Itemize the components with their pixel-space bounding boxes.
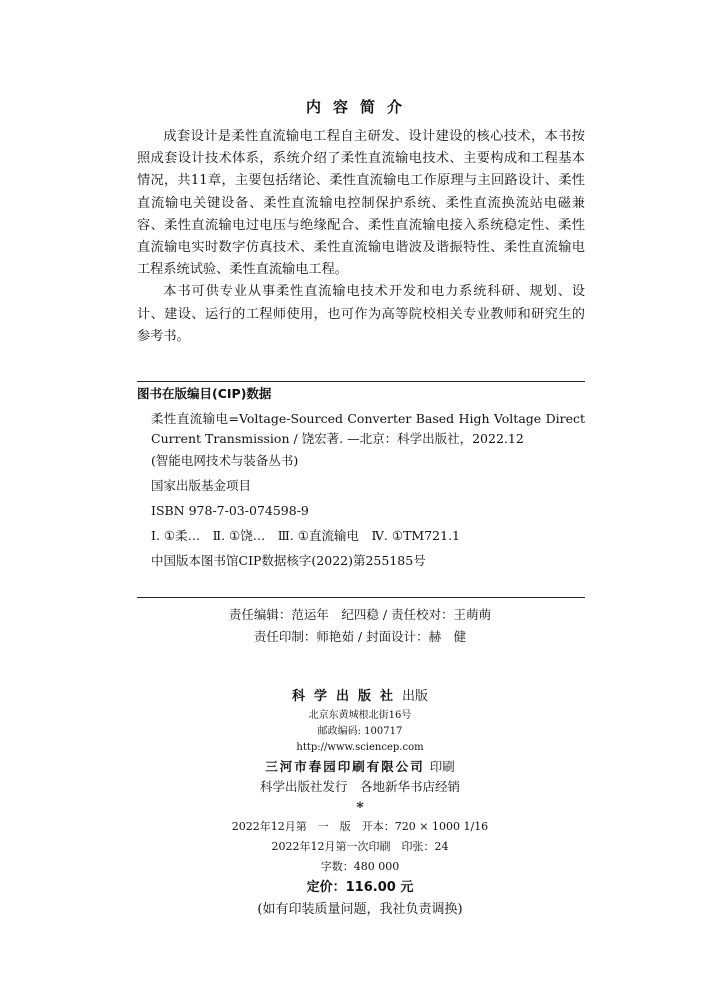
publisher-website: http://www.sciencep.com [296,742,424,753]
cip-title-line: 柔性直流输电=Voltage-Sourced Converter Based High Voltage Direct Current Transmission / 饶宏著. —北京：科学出版社，2022.12 [151,411,585,446]
cip-bottom-rule [137,597,585,598]
publisher-block [0,684,720,921]
cip-top-rule [137,381,585,382]
cip-block [137,386,585,569]
editor-credits: 责任编辑：范运年 纪四稳 / 责任校对：王萌萌 [228,607,492,622]
cip-fund: 国家出版基金项目 [151,478,252,493]
word-count: 字数：480 000 [320,860,400,873]
cip-series: (智能电网技术与装备丛书) [151,453,299,468]
cip-isbn: ISBN 978-7-03-074598-9 [151,503,309,518]
publisher-name: 科学出版社 [291,689,402,704]
publisher-postcode: 邮政编码: 100717 [317,726,403,737]
summary-title: 内容简介 [305,98,414,116]
summary-body [137,126,585,348]
cip-classification: Ⅰ. ①柔… Ⅱ. ①饶… Ⅲ. ①直流输电 Ⅳ. ①TM721.1 [151,528,461,543]
credits-block [0,604,720,648]
summary-paragraph-2: 本书可供专业从事柔性直流输电技术开发和电力系统科研、规划、设计、建设、运行的工程师使用，也可作为高等院校相关专业教师和研究生的参考书。 [137,284,585,344]
publisher-address: 北京东黄城根北街16号 [308,710,412,721]
distribution-line: 科学出版社发行 各地新华书店经销 [259,779,460,794]
printer-name: 三河市春园印刷有限公司 [265,759,425,774]
quality-notice: (如有印装质量问题，我社负责调换) [257,902,463,917]
summary-paragraph-1: 成套设计是柔性直流输电工程自主研发、设计建设的核心技术，本书按照成套设计技术体系，系统介绍了柔性直流输电技术、主要构成和工程基本情况，共11章，主要包括绪论、柔性直流输电工作原理与主回路设计、柔性直流输电关键设备、柔性直流输电控制保护系统、柔性直流换流站电磁兼容、柔性直流输电过电压与绝缘配合、柔性直流输电接入系统稳定性、柔性直流输电实时数字仿真技术、柔性直流输电谐波及谐振特性、柔性直流输电工程系统试验、柔性直流输电工程。 [137,129,585,278]
publisher-suffix: 出版 [402,689,429,704]
cip-record: 中国版本图书馆CIP数据核字(2022)第255185号 [151,553,426,568]
price: 定价：116.00 元 [306,880,414,895]
printer-suffix: 印刷 [429,759,455,774]
edition-line-1: 2022年12月第 一 版 开本：720 × 1000 1/16 [231,820,489,833]
separator-star: * [356,800,364,816]
edition-line-2: 2022年12月第一次印刷 印张：24 [271,840,449,853]
cip-heading: 图书在版编目(CIP)数据 [137,386,272,401]
production-credits: 责任印制：师艳茹 / 封面设计：赫 健 [253,629,467,644]
